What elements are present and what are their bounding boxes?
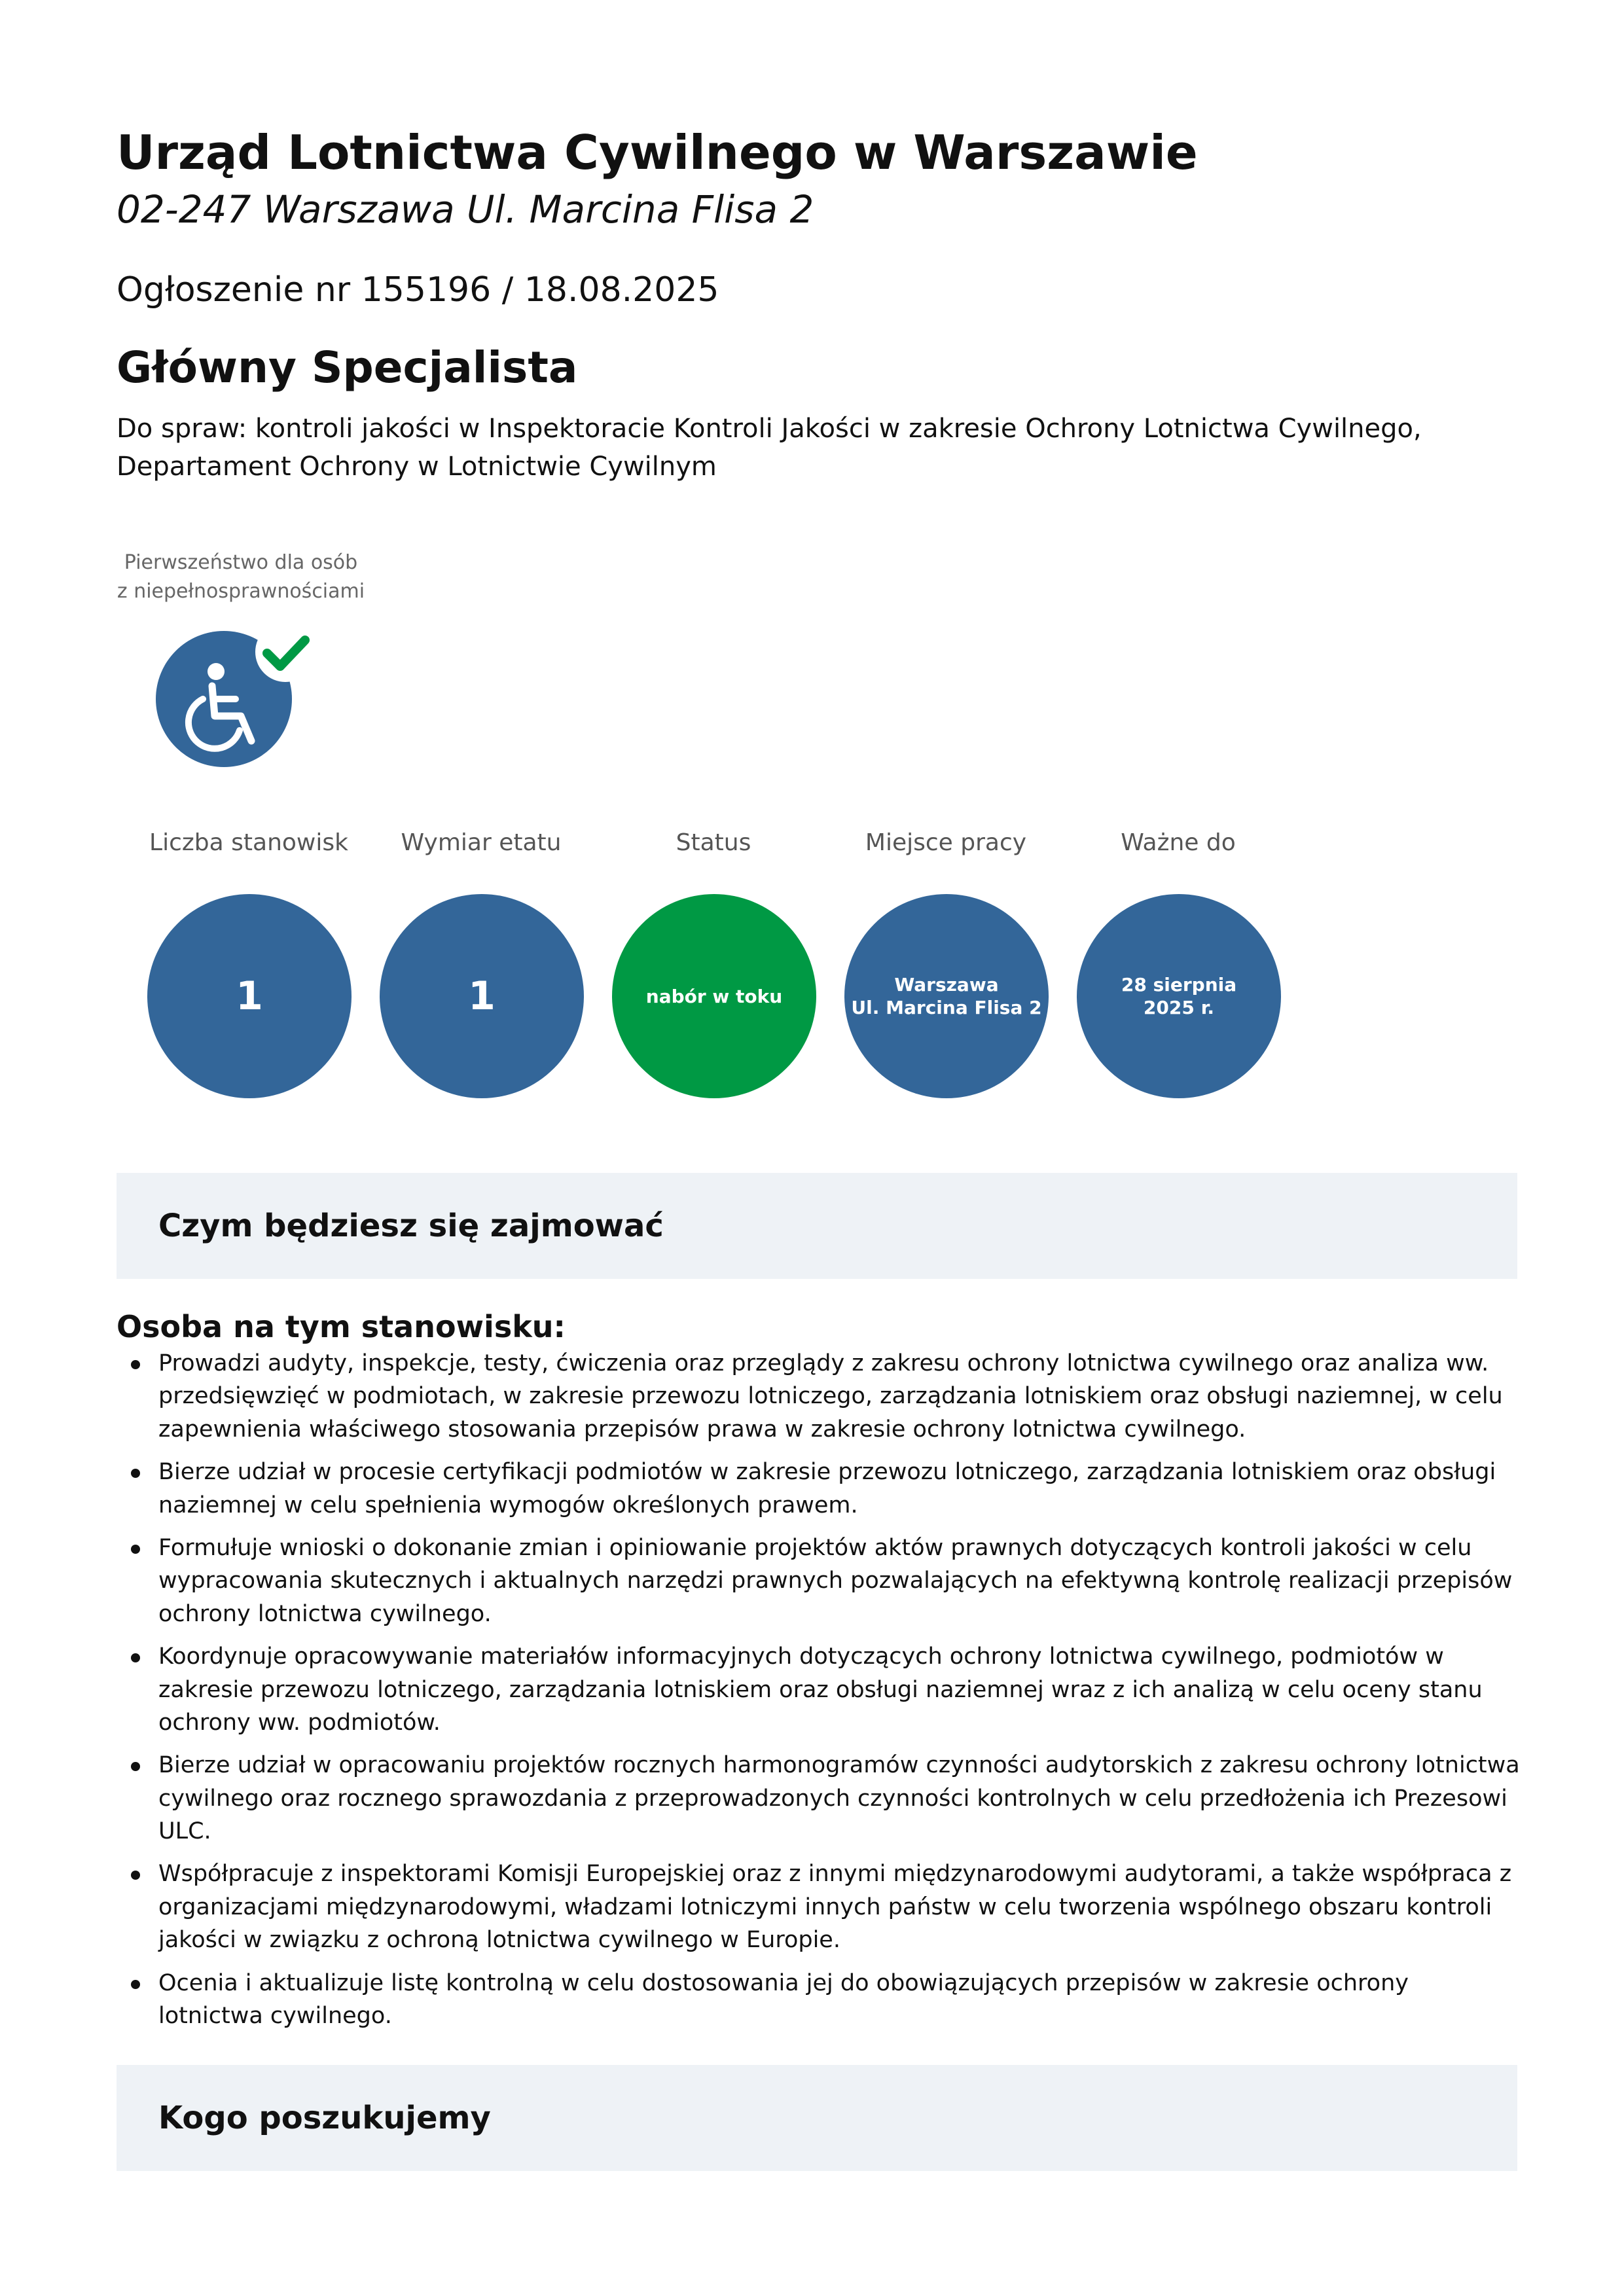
stat-value: 1 [468, 973, 496, 1019]
bullet-icon [131, 1653, 140, 1662]
bullet-icon [131, 1469, 140, 1478]
section-requirements-heading [117, 2065, 1517, 2171]
stat-value: 28 sierpnia 2025 r. [1121, 974, 1237, 1018]
section-duties-heading [117, 1173, 1517, 1279]
list-item-text: Formułuje wnioski o dokonanie zmian i opiniowanie projektów aktów prawnych dotyczących kontroli jakości w celu wypracowania skutecznych i aktualnych narzędzi prawnych pozwalających na efektywną kontrolę realizacji przepisów ochrony lotnictwa cywilnego. [158, 1534, 1513, 1627]
stat-status [602, 823, 825, 1007]
list-item-text: Koordynuje opracowywanie materiałów informacyjnych dotyczących ochrony lotnictwa cywilnego, podmiotów w zakresie przewozu lotniczego, zarządzania lotniskiem oraz obsługi naziemnej wraz z ich analizą w celu oceny stanu ochrony ww. podmiotów. [158, 1643, 1483, 1736]
position-title: Główny Specjalista [117, 342, 578, 393]
announcement-header [117, 124, 1517, 486]
stat-circle [380, 894, 584, 1098]
stat-workplace [835, 823, 1057, 1018]
stat-label: Status [676, 829, 751, 856]
duties-title: Osoba na tym stanowisku: [117, 1309, 566, 1344]
stat-value: nabór w toku [645, 985, 783, 1007]
disability-priority [117, 548, 365, 605]
bullet-icon [131, 1871, 140, 1880]
stat-value: 1 [236, 973, 263, 1019]
list-item [117, 1456, 1520, 1522]
priority-label: Pierwszeństwo dla osób z niepełnosprawnościami [117, 551, 365, 603]
stat-circle [147, 894, 352, 1098]
stat-label: Miejsce pracy [865, 829, 1027, 856]
list-item [117, 1749, 1520, 1848]
stat-circle [1077, 894, 1281, 1098]
list-item-text: Ocenia i aktualizuje listę kontrolną w celu dostosowania jej do obowiązujących przepisów w zakresie ochrony lotnictwa cywilnego. [158, 1969, 1409, 2030]
list-item-text: Bierze udział w procesie certyfikacji podmiotów w zakresie przewozu lotniczego, zarządzania lotniskiem oraz obsługi naziemnej w celu spełnienia wymogów określonych prawem. [158, 1459, 1496, 1518]
office-address: 02-247 Warszawa Ul. Marcina Flisa 2 [117, 187, 814, 232]
list-item-text: Prowadzi audyty, inspekcje, testy, ćwiczenia oraz przeglądy z zakresu ochrony lotnictwa cywilnego oraz analiza ww. przedsięwzięć w podmiotach, w zakresie przewozu lotniczego, zarządzania lotniskiem oraz obsługi naziemnej, w celu zapewnienia właściwego stosowania przepisów prawa w zakresie ochrony lotnictwa cywilnego. [158, 1350, 1503, 1443]
stat-positions-count [137, 823, 360, 1019]
office-name: Urząd Lotnictwa Cywilnego w Warszawie [117, 125, 1198, 180]
list-item [117, 1640, 1520, 1739]
stat-valid-until [1067, 823, 1290, 1018]
announcement-number: Ogłoszenie nr 155196 / 18.08.2025 [117, 270, 719, 310]
list-item-text: Współpracuje z inspektorami Komisji Europejskiej oraz z innymi międzynarodowymi audytorami, a także współpraca z organizacjami międzynarodowymi, władzami lotniczymi innych państw w celu tworzenia wspólnego obszaru kontroli jakości w związku z ochroną lotnictwa cywilnego w Europie. [158, 1861, 1512, 1954]
bullet-icon [131, 1545, 140, 1554]
stat-circle [612, 894, 816, 1098]
stat-label: Ważne do [1121, 829, 1236, 856]
list-item [117, 1532, 1520, 1630]
list-item [117, 1857, 1520, 1956]
position-description: Do spraw: kontroli jakości w Inspektoracie Kontroli Jakości w zakresie Ochrony Lotnictwa Cywilnego, Departament Ochrony w Lotnictwie Cywilnym [117, 413, 1422, 482]
stat-circle [844, 894, 1049, 1098]
stat-work-time [370, 823, 592, 1019]
bullet-icon [131, 1980, 140, 1989]
section-heading: Czym będziesz się zajmować [158, 1208, 664, 1244]
stat-label: Liczba stanowisk [149, 829, 348, 856]
wheelchair-check-icon [156, 626, 326, 770]
bullet-icon [131, 1762, 140, 1771]
list-item [117, 1967, 1520, 2033]
list-item-text: Bierze udział w opracowaniu projektów rocznych harmonogramów czynności audytorskich z zakresu ochrony lotnictwa cywilnego oraz rocznego sprawozdania z przeprowadzonych czynności kontrolnych w celu przedłożenia ich Prezesowi ULC. [158, 1752, 1520, 1845]
duties-list [117, 1347, 1520, 2032]
section-heading: Kogo poszukujemy [158, 2100, 491, 2136]
stat-label: Wymiar etatu [401, 829, 562, 856]
bullet-icon [131, 1360, 140, 1369]
duties-section [117, 1309, 1520, 2042]
stat-value: Warszawa Ul. Marcina Flisa 2 [851, 974, 1042, 1018]
list-item [117, 1347, 1520, 1446]
